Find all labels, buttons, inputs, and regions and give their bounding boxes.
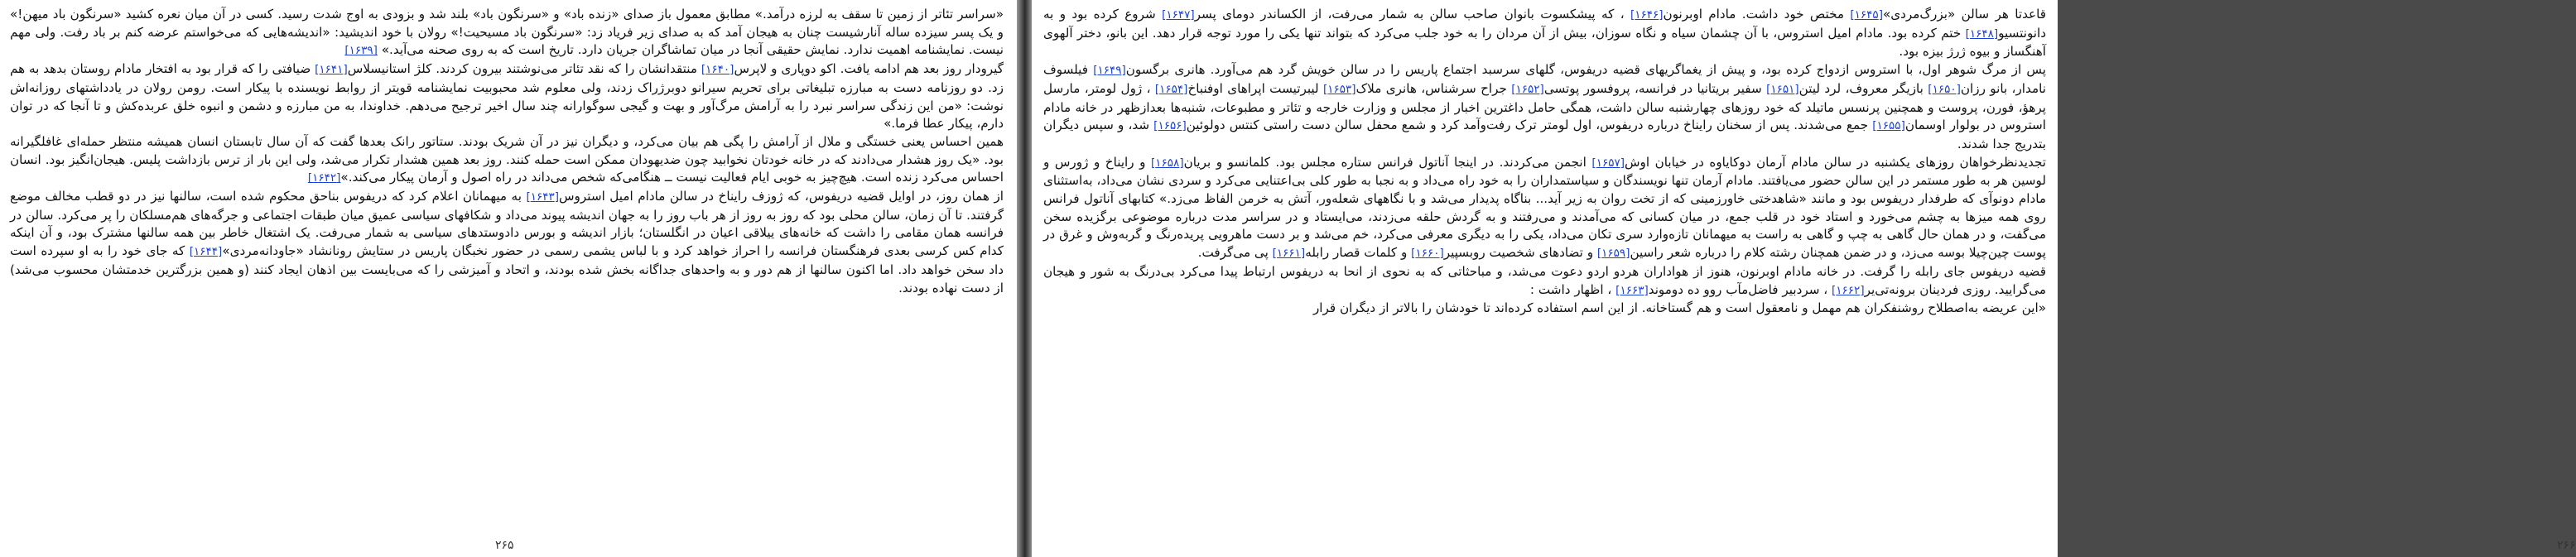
footnote-link[interactable]: [۱۶۳۹] [344, 44, 378, 58]
paragraph [10, 6, 1004, 60]
footnote-link[interactable]: [۱۶۶۳] [1615, 283, 1649, 297]
text-run: سفیر بریتانیا در فرانسه، پروفسور پوتسی [1543, 80, 1767, 96]
footnote-link[interactable]: [۱۶۵۶] [1153, 119, 1187, 133]
text-run: قضیه دریفوس جای رابله را گرفت. در خانه مادام اوبرنون، هنوز از هواداران هردو اردو دعوت می‌شد، و مباحثاتی که به نحوی از انحا به دریفوس ارتباط پیدا می‌کرد بی‌درنگ به شور و هیجان می‌گرایید. روزی فردینان برونه‌تی‌یر [1043, 263, 2046, 297]
footnote-link[interactable]: [۱۶۵۰] [1928, 82, 1961, 96]
page-number: ۲۶۵ [495, 539, 514, 552]
text-run: پس از مرگ شوهر اول، با استروس ازدواج کرده بود، و پیش از یغماگریهای قضیه دریفوس، گلهای سرسبد اجتماع پاریس را در سالن خویش گرد هم می‌آورد. هانری برگسون [1125, 62, 2046, 78]
text-run: بازیگر معروف، لرد لیتن [1798, 80, 1928, 96]
footnote-link[interactable]: [۱۶۶۱] [1272, 247, 1306, 261]
footnote-link[interactable]: [۱۶۴۶] [1630, 8, 1664, 22]
text-run: مختص خود داشت. مادام اوبرنون [1663, 7, 1851, 22]
footnote-link[interactable]: [۱۶۴۳] [526, 190, 560, 204]
left-page [0, 0, 1017, 557]
book-spine [1017, 0, 1032, 557]
text-run: فیلسوف نامدار، بانو رزان [1043, 62, 2046, 96]
footnote-link[interactable]: [۱۶۵۵] [1872, 119, 1905, 133]
paragraph [10, 60, 1004, 133]
paragraph [1043, 6, 2046, 61]
footnote-link[interactable]: [۱۶۵۱] [1766, 82, 1799, 96]
paragraph [1043, 61, 2046, 154]
paragraph [1043, 300, 2046, 318]
text-run: ، اظهار داشت : [1529, 281, 1616, 297]
text-run: ، ژول لومتر، مارسل پرهؤ، فورن، پروست و همچنین پرنسس ماتیلد که خود روزهای چهارشنبه سالن داشت، همگی حامل داغترین اخبار از مجلس و وزارت خارجه و تئاتر و مطبوعات، شنبه‌ها بعدازظهر در خانه مادام استروس در بولوار اوسمان [1043, 80, 2046, 133]
footnote-link[interactable]: [۱۶۵۸] [1151, 156, 1184, 170]
paragraph [10, 133, 1004, 188]
right-page [1032, 0, 2576, 557]
footnote-link[interactable]: [۱۶۴۴] [189, 245, 223, 259]
text-run: ، که پیشکسوت بانوان صاحب سالن به شمار می‌رفت، از الکساندر دومای پسر [1194, 7, 1630, 22]
text-run: تجدیدنظرخواهان روزهای یکشنبه در سالن مادام آرمان دوکایاوه در خیابان اوش [1625, 154, 2046, 170]
text-run: قاعدتا هر سالن «بزرگ‌مردی» [1882, 7, 2046, 22]
footnote-link[interactable]: [۱۶۶۲] [1832, 283, 1865, 297]
footnote-link[interactable]: [۱۶۴۷] [1162, 8, 1195, 22]
paragraph [1043, 263, 2046, 300]
footnote-link[interactable]: [۱۶۵۷] [1591, 156, 1625, 170]
footnote-link[interactable]: [۱۶۵۳] [1322, 82, 1356, 96]
text-run: و کلمات قصار رابله [1305, 245, 1412, 261]
footnote-link[interactable]: [۱۶۴۸] [1965, 26, 1999, 41]
footnote-link[interactable]: [۱۶۴۱] [315, 63, 348, 77]
text-run: «این عریضه به‌اصطلاح روشنفکران هم مهمل و نامعقول است و هم گستاخانه. از این اسم استفاده کرده‌اند تا خودشان را بالاتر از دیگران قرار [1312, 300, 2046, 316]
footnote-link[interactable]: [۱۶۴۹] [1093, 64, 1126, 78]
text-run: «سراسر تئاتر از زمین تا سقف به لرزه درآمد.» مطابق معمول باز صدای «زنده باد» و «سرنگون باد» بلند شد و بزودی به اوج شدت رسید. کسی در آن میان نعره کشید «سرنگون باد میهن!» و یک پسر سیزده ساله آنارشیست چنان به هیجان آمد که به صدای زیر فریاد زد: «سرنگون باد مسیحیت!» رولان با خود اندیشید: «اندیشه‌هایی که می‌خواستم عرضه کنم بر باد رفت. ولی مهم نیست. نمایشنامه اهمیت ندارد. نمایش حقیقی آنجا در میان تماشاگران جریان دارد. تاریخ است که به روی صحنه می‌آید.» [10, 7, 1004, 58]
paragraph [1043, 154, 2046, 263]
text-run: ، سردبیر فاضل‌مآب روو ده دوموند [1648, 281, 1832, 297]
page-number: ۲۶۶ [2557, 539, 2576, 552]
text-run: لیبرتیست اپراهای اوفنباخ [1187, 80, 1323, 96]
text-run: ضیافتی را که قرار بود به افتخار مادام روستان بدهد به هم زد. دو روزنامه دست به مبارزه تبلیغاتی برای تحریم سیرانو دوبرژراک زدند، ولی معلوم شد محبوبیت نمایشنامه قویتر از روابط نویسنده با پیکار است. رومن رولان در یادداشتهای روزانه‌اش نوشت: «من این زندگی سراسر نبرد را به آرامش مرگ‌آور و بهت و گیجی سوگوارانه چند سال اخیر ترجیح می‌دهم. خداوندا، به من مبارزه و دشمن و انبوه خلق عربده‌کش و تا آنجا که در توان دارم، پیکار عطا فرما.» [10, 61, 1004, 132]
footnote-link[interactable]: [۱۶۵۲] [1511, 82, 1544, 96]
text-run: شروع کرده بود و به دانونتسیو [1043, 7, 2046, 41]
footnote-link[interactable]: [۱۶۴۲] [307, 171, 341, 185]
footnote-link[interactable]: [۱۶۶۰] [1411, 247, 1444, 261]
text-run: همین احساس یعنی خستگی و ملال از آرامش را پگی هم بیان می‌کرد، و دیگران نیز در آن شریک بودند. ستاتور رانک بعدها گفت که آن سال تابستان انسان همیشه منتظر حمله‌ای غافلگیرانه بود. «یک روز هشدار می‌دادند که در خانه خودتان نخوابید چون ضدیهودان ممکن است حمله کنند. روز بعد همین هشدار تکرار می‌شد، ولی این بار از ترس بازداشت پلیس. هیجان‌انگیز بود. انسان احساس می‌کرد زنده است. هیچ‌چیز به خوبی ایام فعالیت نیست ــ هنگامی‌که شخص می‌داند در راه اصول و آرمان پیکار می‌کند.» [10, 133, 1004, 185]
right-page-text [1043, 6, 2046, 318]
text-run: و تضادهای شخصیت روبسپیر [1443, 245, 1597, 261]
text-run: ختم کرده بود. مادام امیل استروس، با آن چشمان سیاه و نگاه سوزان، بیش از آن مردان را به خود جلب می‌کرد که بتواند تنها یکی را مورد توجه قرار دهد. این بانو، دختر آلهوی آهنگساز و بیوه ژرژ بیزه بود. [1043, 25, 2046, 60]
text-run: جراح سرشناس، هانری ملاک [1355, 80, 1512, 96]
text-run: و رایناخ و ژورس و لوسین هر به طور مستمر در این سالن حضور می‌یافتند. مادام آرمان تنها نویسندگان و سیاستمداران را به خود راه می‌داد و به نجبا به طور کلی بی‌اعتنایی می‌کرد و سردی نشان می‌داد، به‌استثنای مادام دونوآی که طرفدار دریفوس بود و مانند «شاهدختی خاورزمینی که از تخت روان به زیر آید... بناگاه پدیدار می‌شد و با نگاههای شعله‌ور، آتش به خرمن الفاظ می‌زد.» کتابهای آناتول فرانس روی همه میزها به چشم می‌خورد و استاد خود در قلب جمع، در میان کسانی که می‌آمدند و می‌رفتند و به گردش حلقه می‌زدند، می‌ایستاد و در سراسر مدت درباره موضوعی برگزیده سخن می‌گفت، و در همان حال گاهی به چپ و گاهی به راست به میهمانان تازه‌وارد سری تکان می‌داد، یکی را به دیگری معرفی می‌کرد، خم می‌شد و بر دست ماهرویی پریده‌رنگ و گربه‌وش و غرق در پوست چین‌چیلا بوسه می‌زد، و در ضمن همچنان رشته کلام را درباره شعر راسین [1043, 154, 2046, 261]
text-run: از همان روز، در اوایل قضیه دریفوس، که ژوزف رایناخ در سالن مادام امیل استروس [559, 189, 1004, 204]
text-run: که جای خود را به او سپرده است داد سخن خواهد داد. اما اکنون سالنها از هم دور و به واحدهای جداگانه بخش شده بودند، و اتحاد و آمیزشی را که می‌بایست بین اذهان ایجاد کنند (و همین بزرگترین خدمتشان محسوب می‌شد) از دست نهاده بودند. [10, 243, 1004, 295]
paragraph [10, 188, 1004, 297]
left-page-text [10, 6, 1004, 297]
text-run: جمع می‌شدند. پس از سخنان رایناخ درباره دریفوس، اول لومتر ترک رفت‌وآمد کرد و شمع محفل سالن دست راستی کنتس دولوئین [1186, 118, 1873, 133]
footnote-link[interactable]: [۱۶۵۴] [1154, 82, 1188, 96]
text-run: به میهمانان اعلام کرد که دریفوس بناحق محکوم شده است، سالنها نیز در دو قطب مخالف موضع گرفتند. تا آن زمان، سالن محلی بود که روز به روز از هر باب روز را به جهان اندیشه پیوند می‌داد و شکافهای سیاسی عمیق میان طبقات اجتماعی و جرگه‌های هم‌مسلکان را پر می‌کرد. سالن در فرانسه همان مقامی را داشت که خانه‌های ییلاقی اعیان در انگلستان؛ بازار اندیشه و بورس دادوستدهای سیاسی به شمار می‌رفت. یک اشتغال خاطر بین همه سالنها مشترک بود، و آن اینکه کدام کس کرسی بعدی فرهنگستان فرانسه را احراز خواهد کرد و با لباس یشمی رسمی در حضور نخبگان پاریس در ستایش رونانشاد «جاودانه‌مردی» [10, 189, 1004, 259]
footnote-link[interactable]: [۱۶۴۵] [1850, 8, 1883, 22]
text-run: شد، و سپس دیگران بتدریج جدا شدند. [1043, 118, 2046, 151]
text-run: منتقدانشان را که نقد تئاتر می‌نوشتند بیرون کردند. کلژ استانیسلاس [347, 61, 701, 77]
text-run: گیرودار روز بعد هم ادامه یافت. اکو دوپاری و لاپرس [734, 61, 1004, 77]
footnote-link[interactable]: [۱۶۵۹] [1596, 247, 1630, 261]
footnote-link[interactable]: [۱۶۴۰] [701, 63, 734, 77]
text-run: پی می‌گرفت. [1197, 245, 1273, 261]
text-run: انجمن می‌کردند. در اینجا آناتول فرانس ستاره مجلس بود. کلمانسو و بریان [1183, 154, 1592, 170]
